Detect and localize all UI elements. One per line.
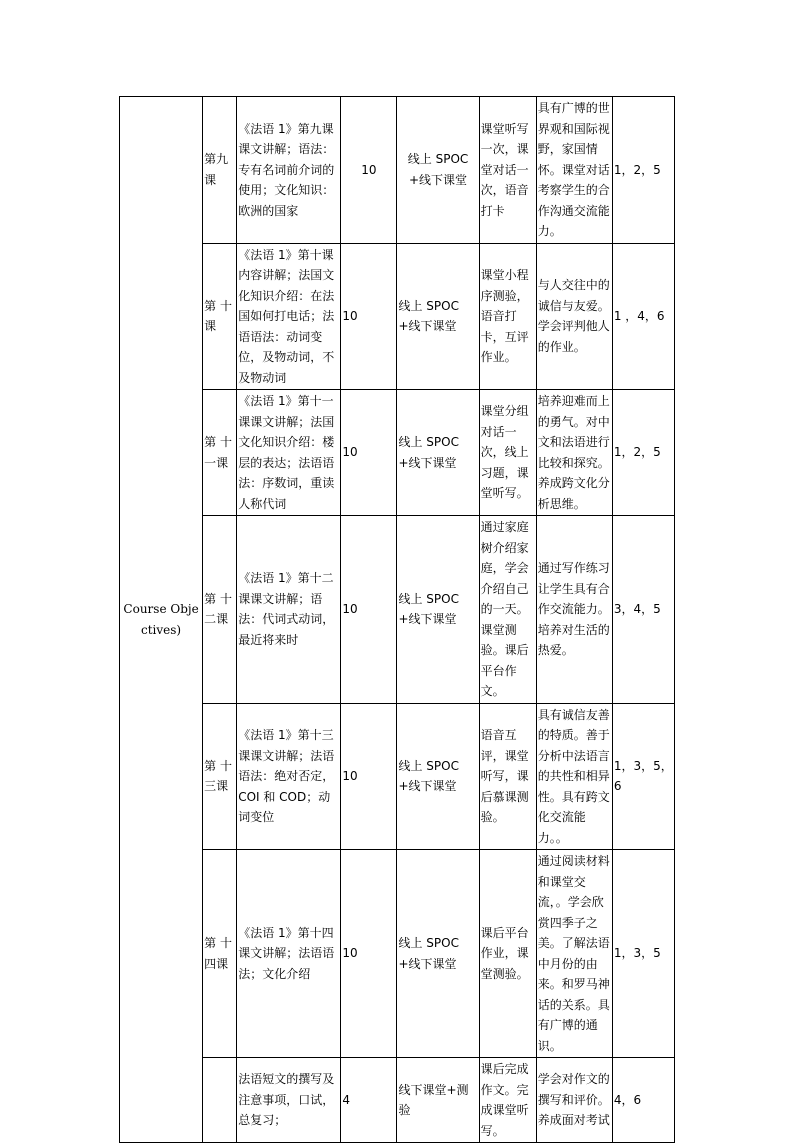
lesson-cell: 第九课 (203, 97, 237, 244)
course-schedule-table (119, 96, 675, 1143)
content-cell: 《法语 1》第十课内容讲解；法国文化知识介绍：在法国如何打电话；法语语法：动词变位，及物动词，不及物动词 (237, 243, 341, 390)
table-row (120, 1058, 675, 1143)
hours-cell: 10 (341, 97, 397, 244)
table-row (120, 703, 675, 850)
ideology-cell: 通过写作练习让学生具有合作交流能力。培养对生活的热爱。 (536, 516, 612, 704)
hours-cell: 4 (341, 1058, 397, 1143)
hours-cell: 10 (341, 243, 397, 390)
objectives-cell: 1，3，5 (612, 850, 674, 1058)
lesson-cell: 第 十二课 (203, 516, 237, 704)
ideology-cell: 具有广博的世界观和国际视野，家国情怀。课堂对话考察学生的合作沟通交流能力。 (536, 97, 612, 244)
table-row (120, 516, 675, 704)
ideology-cell: 通过阅读材料和课堂交流，。学会欣赏四季子之美。了解法语中月份的由来。和罗马神话的关系。具有广博的通识。 (536, 850, 612, 1058)
objectives-cell: 1 ，4，6 (612, 243, 674, 390)
mode-cell: 线下课堂+测验 (397, 1058, 479, 1143)
table-row (120, 243, 675, 390)
mode-cell: 线上 SPOC+线下课堂 (397, 97, 479, 244)
objectives-cell: 4，6 (612, 1058, 674, 1143)
assessment-cell: 课后完成作文。完成课堂听写。 (479, 1058, 536, 1143)
mode-cell: 线上 SPOC+线下课堂 (397, 516, 479, 704)
ideology-cell: 培养迎难而上的勇气。对中文和法语进行比较和探究。养成跨文化分析思维。 (536, 390, 612, 516)
ideology-cell: 学会对作文的撰写和评价。养成面对考试 (536, 1058, 612, 1143)
assessment-cell: 语音互评，课堂听写，课后慕课测验。 (479, 703, 536, 850)
content-cell: 《法语 1》第十四课文讲解；法语语法；文化介绍 (237, 850, 341, 1058)
lesson-cell: 第 十三课 (203, 703, 237, 850)
ideology-cell: 与人交往中的诚信与友爱。学会评判他人的作业。 (536, 243, 612, 390)
course-objectives-label: Course Objectives) (120, 97, 203, 1143)
mode-cell: 线上 SPOC+线下课堂 (397, 850, 479, 1058)
lesson-cell (203, 1058, 237, 1143)
objectives-cell: 3，4，5 (612, 516, 674, 704)
table-row (120, 97, 675, 244)
lesson-cell: 第 十一课 (203, 390, 237, 516)
assessment-cell: 课堂听写一次，课堂对话一次，语音打卡 (479, 97, 536, 244)
content-cell: 《法语 1》第九课课文讲解；语法：专有名词前介词的使用；文化知识：欧洲的国家 (237, 97, 341, 244)
content-cell: 《法语 1》第十一课课文讲解；法国文化知识介绍：楼层的表达；法语语法：序数词，重读人称代词 (237, 390, 341, 516)
content-cell: 《法语 1》第十三课课文讲解；法语语法：绝对否定，COI 和 COD；动词变位 (237, 703, 341, 850)
mode-cell: 线上 SPOC+线下课堂 (397, 390, 479, 516)
content-cell: 《法语 1》第十二课课文讲解；语法：代词式动词，最近将来时 (237, 516, 341, 704)
hours-cell: 10 (341, 516, 397, 704)
assessment-cell: 课后平台作业，课堂测验。 (479, 850, 536, 1058)
objectives-cell: 1，2，5 (612, 97, 674, 244)
lesson-cell: 第 十四课 (203, 850, 237, 1058)
assessment-cell: 课堂小程序测验，语音打卡，互评作业。 (479, 243, 536, 390)
assessment-cell: 课堂分组对话一次，线上习题，课堂听写。 (479, 390, 536, 516)
lesson-cell: 第 十课 (203, 243, 237, 390)
content-cell: 法语短文的撰写及注意事项，口试，总复习； (237, 1058, 341, 1143)
hours-cell: 10 (341, 850, 397, 1058)
mode-cell: 线上 SPOC+线下课堂 (397, 703, 479, 850)
hours-cell: 10 (341, 390, 397, 516)
hours-cell: 10 (341, 703, 397, 850)
table-row (120, 390, 675, 516)
table-row (120, 850, 675, 1058)
objectives-cell: 1，2，5 (612, 390, 674, 516)
mode-cell: 线上 SPOC+线下课堂 (397, 243, 479, 390)
ideology-cell: 具有诚信友善的特质。善于分析中法语言的共性和相异性。具有跨文化交流能力。。 (536, 703, 612, 850)
assessment-cell: 通过家庭树介绍家庭，学会介绍自己的一天。课堂测验。课后平台作文。 (479, 516, 536, 704)
objectives-cell: 1，3，5，6 (612, 703, 674, 850)
